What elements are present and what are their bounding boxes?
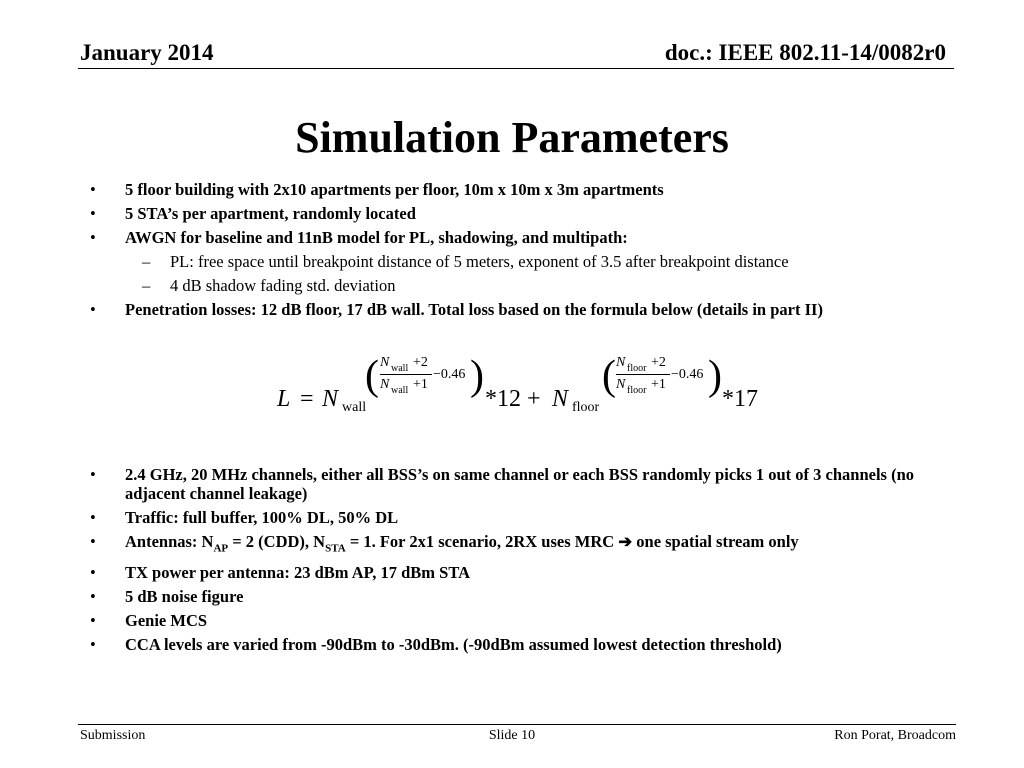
paren-open-2: ( xyxy=(602,353,616,399)
formula-n-floor: N xyxy=(552,386,569,412)
bullet-item: • 2.4 GHz, 20 MHz channels, either all BSS’s on same channel or each BSS randomly picks 1 out of 3 channels (no adjacent channel leakage) xyxy=(90,465,915,503)
bullet-item: • CCA levels are varied from -90dBm to -30dBm. (-90dBm assumed lowest detection threshold) xyxy=(90,635,782,655)
wall-num-plus2: +2 xyxy=(413,355,428,370)
paren-close-2: ) xyxy=(708,353,722,399)
wall-fraction-bar xyxy=(380,374,432,375)
wall-exp-const: −0.46 xyxy=(433,367,466,382)
bullet-item: • Genie MCS xyxy=(90,611,208,631)
floor-den-sub: floor xyxy=(627,385,647,396)
footer-author: Ron Porat, Broadcom xyxy=(834,728,956,743)
wall-num-n: N xyxy=(380,355,390,370)
arrow-icon: ➔ xyxy=(618,532,633,551)
floor-den-n: N xyxy=(616,377,626,392)
formula-times17: *17 xyxy=(722,386,758,412)
paren-open-1: ( xyxy=(365,353,379,399)
formula-times12: *12 + xyxy=(485,386,541,412)
bullet-list xyxy=(90,180,950,324)
bullet-item: • 5 dB noise figure xyxy=(90,587,244,607)
bullet-item: • 5 STA’s per apartment, randomly located xyxy=(90,204,416,223)
floor-exp-const: −0.46 xyxy=(671,367,704,382)
bullet-item-antennas: • Antennas: $N_{AP} = 2$ (CDD), $N_{STA} = 1$. For 2x1 scenario, 2RX uses MRC ➔ one spatial stream only xyxy=(90,532,799,555)
footer-slide-number: Slide 10 xyxy=(488,728,536,743)
footer-rule xyxy=(78,724,956,725)
formula-wall-sub: wall xyxy=(342,400,367,415)
header-date: January 2014 xyxy=(80,40,214,65)
wall-den-sub: wall xyxy=(391,385,409,396)
bullet-item: • AWGN for baseline and 11nB model for PL, shadowing, and multipath: xyxy=(90,228,628,247)
bullet-list-2 xyxy=(90,465,950,659)
wall-den-plus1: +1 xyxy=(413,377,428,392)
paren-close-1: ) xyxy=(470,353,484,399)
wall-den-n: N xyxy=(380,377,390,392)
header-doc-id: doc.: IEEE 802.11-14/0082r0 xyxy=(664,40,946,65)
floor-den-plus1: +1 xyxy=(651,377,666,392)
wall-num-sub: wall xyxy=(391,363,409,374)
floor-num-sub: floor xyxy=(627,363,647,374)
header-rule xyxy=(78,68,954,69)
sub-bullet-item: – PL: free space until breakpoint distance of 5 meters, exponent of 3.5 after breakpoint distance xyxy=(142,252,789,271)
formula-n-wall: N xyxy=(322,386,339,412)
formula-eq: = xyxy=(300,386,314,412)
bullet-item: • TX power per antenna: 23 dBm AP, 17 dBm STA xyxy=(90,563,471,583)
slide-title: Simulation Parameters xyxy=(295,113,729,162)
floor-fraction-bar xyxy=(616,374,670,375)
bullet-item: • Penetration losses: 12 dB floor, 17 dB wall. Total loss based on the formula below (details in part II) xyxy=(90,300,823,319)
loss-formula xyxy=(270,350,790,430)
bullet-item: • Traffic: full buffer, 100% DL, 50% DL xyxy=(90,508,399,527)
floor-num-plus2: +2 xyxy=(651,355,666,370)
formula-floor-sub: floor xyxy=(572,400,600,415)
formula-L: L xyxy=(277,386,291,412)
floor-num-n: N xyxy=(616,355,626,370)
bullet-item: • 5 floor building with 2x10 apartments per floor, 10m x 10m x 3m apartments xyxy=(90,180,664,199)
sub-bullet-item: – 4 dB shadow fading std. deviation xyxy=(142,276,396,295)
footer-submission: Submission xyxy=(80,728,146,743)
